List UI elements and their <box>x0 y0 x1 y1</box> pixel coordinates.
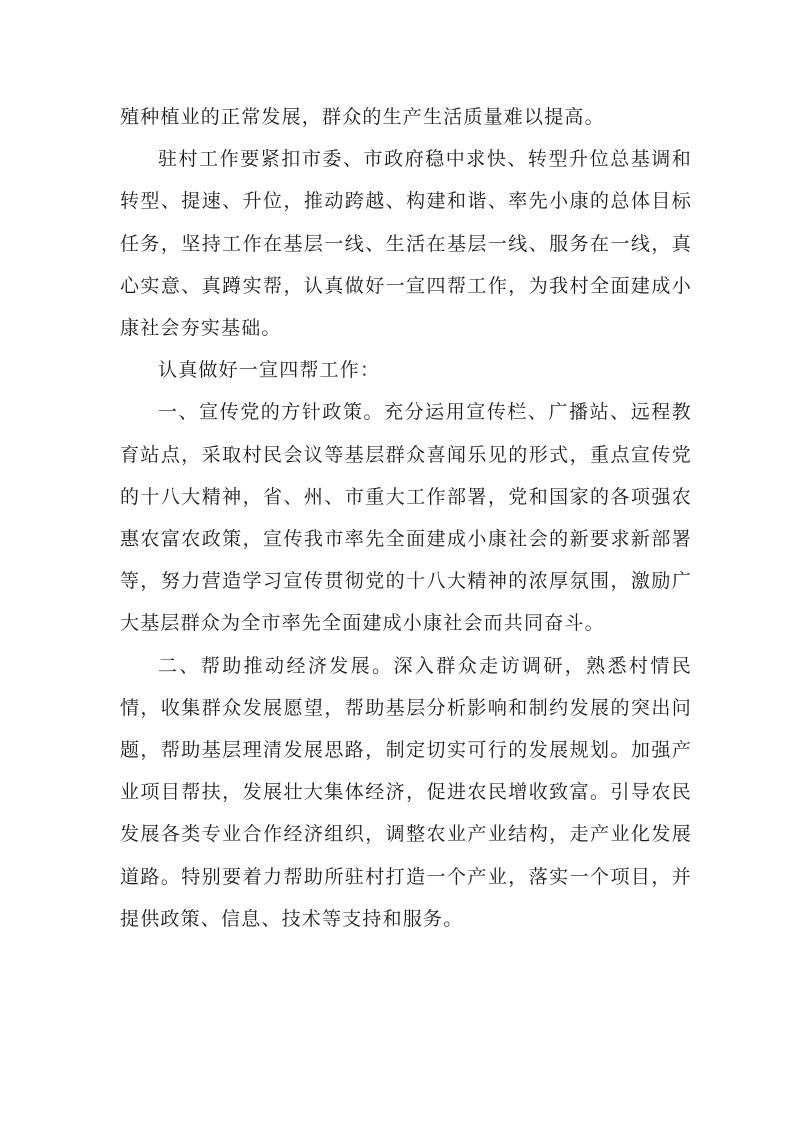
paragraph-1: 殖种植业的正常发展，群众的生产生活质量难以提高。 <box>120 106 605 128</box>
paragraph-2: 驻村工作要紧扣市委、市政府稳中求快、转型升位总基调和转型、提速、升位，推动跨越、构建和谐、率先小康的总体目标任务，坚持工作在基层一线、生活在基层一线、服务在一线，真心实意、真蹲实帮，认真做好一宣四帮工作，为我村全面建成小康社会夯实基础。 <box>120 148 692 340</box>
paragraph-3: 认真做好一宣四帮工作： <box>158 359 381 382</box>
paragraph-5: 二、帮助推动经济发展。深入群众走访调研，熟悉村情民情，收集群众发展愿望，帮助基层分析影响和制约发展的突出问题，帮助基层理清发展思路，制定切实可行的发展规划。加强产业项目帮扶，发展壮大集体经济，促进农民增收致富。引导农民发展各类专业合作经济组织，调整农业产业结构，走产业化发展道路。特别要着力帮助所驻村打造一个产业，落实一个项目，并提供政策、信息、技术等支持和服务。 <box>120 654 692 930</box>
paragraph-4: 一、宣传党的方针政策。充分运用宣传栏、广播站、远程教育站点，采取村民会议等基层群众喜闻乐见的形式，重点宣传党的十八大精神，省、州、市重大工作部署，党和国家的各项强农惠农富农政策，宣传我市率先全面建成小康社会的新要求新部署等，努力营造学习宣传贯彻党的十八大精神的浓厚氛围，激励广大基层群众为全市率先全面建成小康社会而共同奋斗。 <box>120 401 692 635</box>
document-body <box>120 96 692 940</box>
